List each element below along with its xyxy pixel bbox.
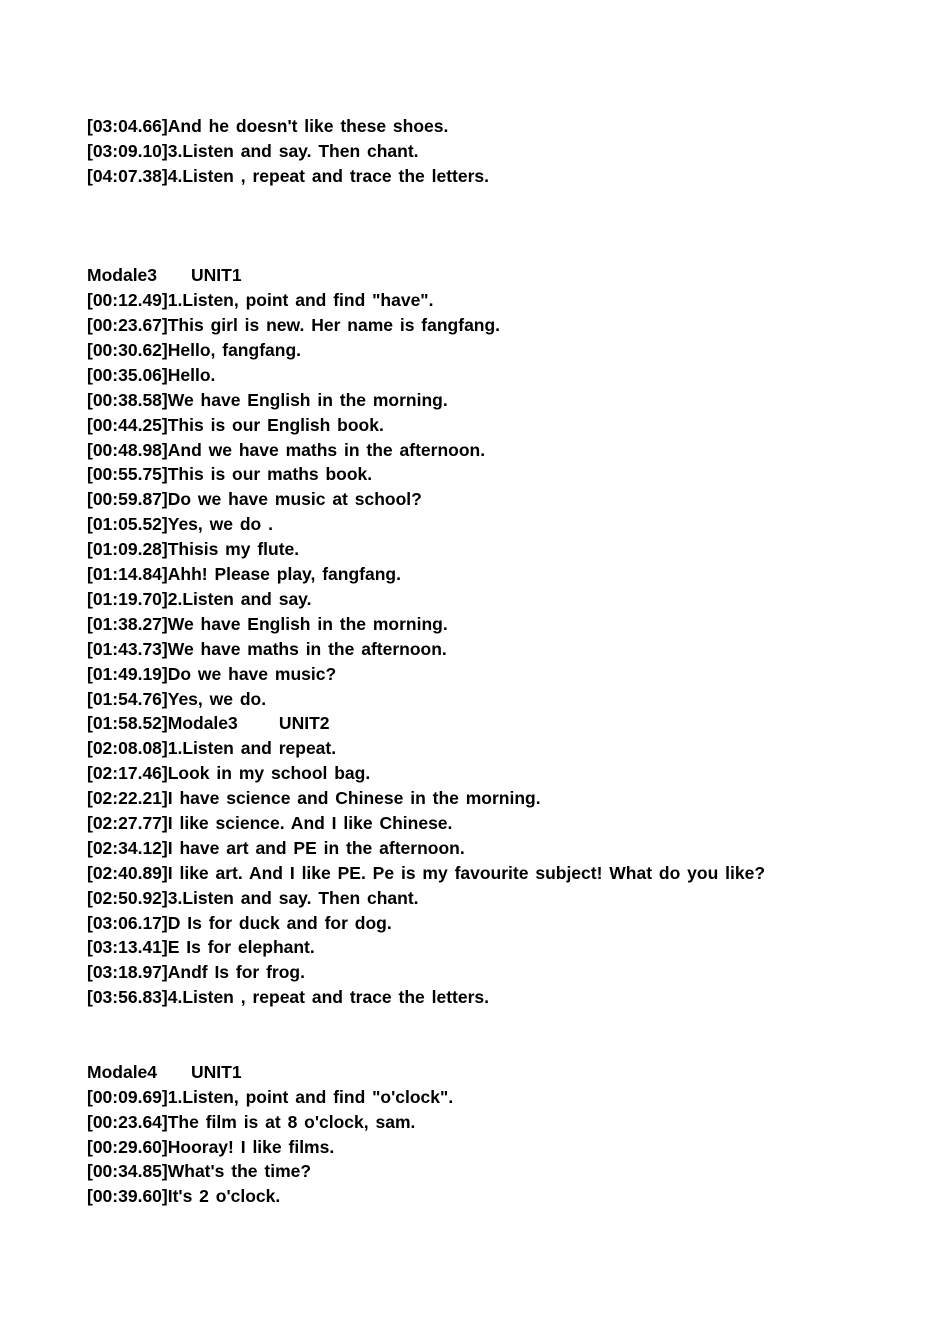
transcript-line: [02:40.89]I like art. And I like PE. Pe is my favourite subject! What do you like? xyxy=(87,862,766,883)
transcript-line: [00:23.67]This girl is new. Her name is fangfang. xyxy=(87,315,501,336)
transcript-line: [00:34.85]What's the time? xyxy=(87,1161,312,1182)
transcript-line: [00:55.75]This is our maths book. xyxy=(87,464,373,485)
transcript-line: [01:05.52]Yes, we do . xyxy=(87,514,273,535)
transcript-line: [02:08.08]1.Listen and repeat. xyxy=(87,738,337,759)
spacer xyxy=(87,1010,937,1060)
transcript-line: [01:54.76]Yes, we do. xyxy=(87,688,267,709)
module-label: Modale3 xyxy=(87,265,158,286)
section-top xyxy=(87,114,937,189)
transcript-line: [03:06.17]D Is for duck and for dog. xyxy=(87,912,392,933)
transcript-line: [02:34.12]I have art and PE in the afternoon. xyxy=(87,837,465,858)
transcript-line: [01:09.28]Thisis my flute. xyxy=(87,539,300,560)
transcript-line: [02:22.21]I have science and Chinese in the morning. xyxy=(87,788,541,809)
transcript-line: [01:58.52]Modale3 UNIT2 xyxy=(87,713,330,734)
transcript-line: [01:14.84]Ahh! Please play, fangfang. xyxy=(87,564,401,585)
transcript-line: [02:27.77]I like science. And I like Chinese. xyxy=(87,812,453,833)
transcript-line: [02:50.92]3.Listen and say. Then chant. xyxy=(87,887,419,908)
module-label: Modale4 xyxy=(87,1061,158,1082)
transcript-line: [03:04.66]And he doesn't like these shoes. xyxy=(87,116,449,136)
transcript-line: [00:59.87]Do we have music at school? xyxy=(87,489,422,510)
transcript-line: [01:38.27]We have English in the morning. xyxy=(87,613,448,634)
spacer xyxy=(87,189,937,264)
section-module3-unit1 xyxy=(87,263,937,1010)
transcript-line: [01:49.19]Do we have music? xyxy=(87,663,337,684)
transcript-line: [02:17.46]Look in my school bag. xyxy=(87,763,371,784)
transcript-line: [03:13.41]E Is for elephant. xyxy=(87,937,315,958)
transcript-line: [00:39.60]It's 2 o'clock. xyxy=(87,1186,281,1207)
unit-label: UNIT1 xyxy=(191,1061,242,1082)
section-heading xyxy=(87,1060,937,1085)
transcript-line: [04:07.38]4.Listen , repeat and trace the letters. xyxy=(87,165,490,186)
transcript-line: [03:09.10]3.Listen and say. Then chant. xyxy=(87,140,419,161)
transcript-line: [00:12.49]1.Listen, point and find "have". xyxy=(87,290,434,311)
transcript-line: [03:56.83]4.Listen , repeat and trace the letters. xyxy=(87,987,490,1008)
transcript-line: [03:18.97]Andf Is for frog. xyxy=(87,962,305,983)
transcript-page xyxy=(87,114,937,1209)
transcript-line: [00:38.58]We have English in the morning. xyxy=(87,389,448,410)
transcript-line: [00:48.98]And we have maths in the afternoon. xyxy=(87,439,486,460)
unit-label: UNIT1 xyxy=(191,265,242,286)
transcript-line: [00:23.64]The film is at 8 o'clock, sam. xyxy=(87,1111,416,1132)
section-module4-unit1 xyxy=(87,1060,937,1209)
transcript-line: [01:43.73]We have maths in the afternoon. xyxy=(87,638,447,659)
transcript-line: [00:35.06]Hello. xyxy=(87,364,216,385)
transcript-line: [01:19.70]2.Listen and say. xyxy=(87,588,312,609)
transcript-line: [00:29.60]Hooray! I like films. xyxy=(87,1136,335,1157)
transcript-line: [00:09.69]1.Listen, point and find "o'clock". xyxy=(87,1086,454,1107)
section-heading xyxy=(87,263,937,288)
transcript-line: [00:30.62]Hello, fangfang. xyxy=(87,340,301,361)
transcript-line: [00:44.25]This is our English book. xyxy=(87,414,384,435)
